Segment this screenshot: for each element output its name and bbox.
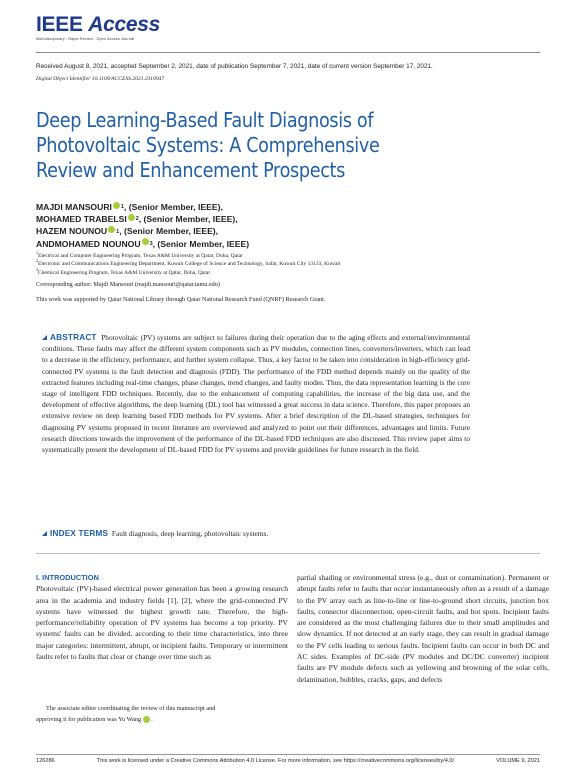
author-list xyxy=(36,201,249,250)
author-membership: , (Senior Member, IEEE), xyxy=(138,214,238,225)
affiliation-text: Chemical Engineering Program, Texas A&M University at Qatar, Doha, Qatar xyxy=(38,269,211,276)
volume-info: VOLUME 9, 2021 xyxy=(496,758,540,764)
section-heading: I. INTRODUCTION xyxy=(36,573,99,582)
paper-title: Deep Learning-Based Fault Diagnosis of Photovoltaic Systems: A Comprehensive Review and Enhancement Prospects xyxy=(36,108,380,182)
affiliation-sup: 3 xyxy=(36,266,38,272)
footnote-line: The associate editor coordinating the review of this manuscript and xyxy=(46,705,216,712)
orcid-icon[interactable] xyxy=(128,214,135,221)
received-dates: Received August 8, 2021, accepted September 2, 2021, date of publication September 7, 2021, date of current version September 17, 2021. xyxy=(36,63,433,70)
author-membership: , (Senior Member, IEEE), xyxy=(123,202,223,212)
orcid-icon[interactable] xyxy=(113,202,120,209)
logo-access: Access xyxy=(88,13,160,36)
author-line: MAJDI MANSOURI 1 , (Senior Member, IEEE), xyxy=(36,202,223,212)
funding-note: This work was supported by Qatar National Library through Qatar National Research Fund (QNRF) Research Grant. xyxy=(36,296,326,303)
author-name: MAJDI MANSOURI xyxy=(36,202,112,212)
author-name: HAZEM NOUNOU xyxy=(36,226,108,237)
author-name: MOHAMED TRABELSI xyxy=(36,214,127,225)
affiliation xyxy=(36,266,340,277)
author-membership: , (Senior Member, IEEE) xyxy=(152,238,250,249)
author-line: MOHAMED TRABELSI 2 , (Senior Member, IEEE), xyxy=(36,214,238,225)
footer-divider xyxy=(36,754,540,755)
page-footer xyxy=(36,758,540,764)
author-membership: , (Senior Member, IEEE), xyxy=(119,226,219,237)
logo-tagline: Multidisciplinary : Rapid Review : Open Access Journal xyxy=(36,37,135,41)
logo-ieee: IEEE xyxy=(36,13,83,36)
affiliation-sup: 1 xyxy=(36,250,38,256)
orcid-icon[interactable] xyxy=(143,716,150,723)
abstract-heading: ABSTRACT xyxy=(50,333,97,342)
doi-line[interactable]: Digital Object Identifier 10.1109/ACCESS.2021.3110947 xyxy=(36,76,165,82)
index-terms-heading: INDEX TERMS xyxy=(50,529,109,538)
affiliation xyxy=(36,252,340,260)
author-name: MOHAMED NOUNOU xyxy=(54,238,141,249)
license-note[interactable]: This work is licensed under a Creative Commons Attribution 4.0 License. For more information, see https://creativecommons.org/licenses/by/4.0/ xyxy=(96,758,455,764)
index-terms-text: Fault diagnosis, deep learning, photovoltaic systems. xyxy=(111,529,269,538)
footnote-line-2: approving it for publication was Yu Wang . xyxy=(36,715,153,723)
index-terms xyxy=(42,529,268,538)
affiliation-sup: 2 xyxy=(36,258,38,264)
page-number: 126286 xyxy=(36,758,55,764)
column-left xyxy=(36,572,288,662)
journal-logo xyxy=(36,14,160,41)
orcid-icon[interactable] xyxy=(142,238,149,245)
affiliation-text: Electrical and Computer Engineering Program, Texas A&M University at Qatar, Doha, Qatar xyxy=(38,253,243,259)
abstract-text: Photovoltaic (PV) systems are subject to failures during their operation due to the aging effects and external/environmental conditions. These faults may affect the different system components such as PV modules, connection lines, converters/inverters, which can lead to a decrease in the efficiency, performance, and further system collapse. Thus, a key factor to be taken into consideration in high-efficiency grid-connected PV systems is the fault detection and diagnosis (FDD). The performance of the FDD method depends mainly on the quality of the extracted features including real-time changes, phase changes, trend changes, and faulty modes. Thus, the data representation learning is the core stage of intelligent FDD techniques. Recently, due to the enhancement of computing capabilities, the increase of the big data use, and the development of effective algorithms, the deep learning (DL) tool has witnessed a great success in data science. Therefore, this paper proposes an extensive review on deep learning based FDD methods for PV systems. After a brief description of the DL-based strategies, techniques for diagnosing PV systems proposed in recent literature are overviewed and analyzed to point out their differences, advantages and limits. Future research directions towards the improvement of the performance of the DL-based FDD techniques are also discussed. This review paper aims to systematically present the development of DL-based FDD for PV systems and provide guidelines for future research in the field. xyxy=(42,333,471,455)
footnote-text: approving it for publication was Yu Wang xyxy=(36,715,142,723)
intro-paragraph-right: partial shading or environmental stress (e.g., dust or contamination). Permanent or abrupt faults refer to faults that occur instantaneously often as a result of a damage to the PV array such as line-to-line or line-to-ground short circuits, junction box faults, connector disconnection, open-circuit faults, and hot spots. Incipient faults are considered as the most challenging failures due to their small amplitudes and slow dynamics. If not detected at an early stage, they can result in gradual damage to the PV cells leading to serious faults. Incipient faults can occur in both DC and AC sides. Examples of DC-side (PV modules and DC/DC converter) incipient faults are PV module defects such as yellowing and browning of the solar cells, delamination, bubbles, cracks, gaps, and defects xyxy=(297,573,549,684)
abstract xyxy=(42,332,470,455)
affiliation-text: Electronic and Communications Engineering Department, Kuwait College of Science and Technology, Safat, Kuwait City 13133, Kuwait xyxy=(38,261,341,268)
logo-wordmark xyxy=(36,14,160,36)
triangle-icon xyxy=(42,335,47,340)
orcid-icon[interactable] xyxy=(108,226,115,233)
author-line: HAZEM NOUNOU 1 , (Senior Member, IEEE), xyxy=(36,226,219,237)
triangle-icon xyxy=(42,531,47,536)
section-divider xyxy=(36,553,540,554)
column-right xyxy=(297,572,549,685)
affiliation-list xyxy=(36,252,340,277)
header-divider xyxy=(36,52,540,53)
affiliation xyxy=(36,260,340,268)
author-line: AND MOHAMED NOUNOU 3 , (Senior Member, IEEE) xyxy=(36,238,250,249)
intro-paragraph-left: Photovoltaic (PV)-based electrical power generation has been a growing research area in the academia and industry fields [1], [2], where the grid-connected PV systems have witnessed the highest growth rate. Therefore, the high-performance/reliability operation of PV systems has become a top priority. PV systems' faults can be divided, according to their time characteristics, into three major categories: intermittent, abrupt, or incipient faults. Temporary or intermittent faults refer to faults that clear or change over time such as xyxy=(36,584,288,662)
corresponding-author: Corresponding author: Majdi Mansouri (majdi.mansouri@qatar.tamu.edu) xyxy=(36,281,220,288)
author-prefix: AND xyxy=(36,238,55,249)
editor-footnote xyxy=(36,704,286,726)
